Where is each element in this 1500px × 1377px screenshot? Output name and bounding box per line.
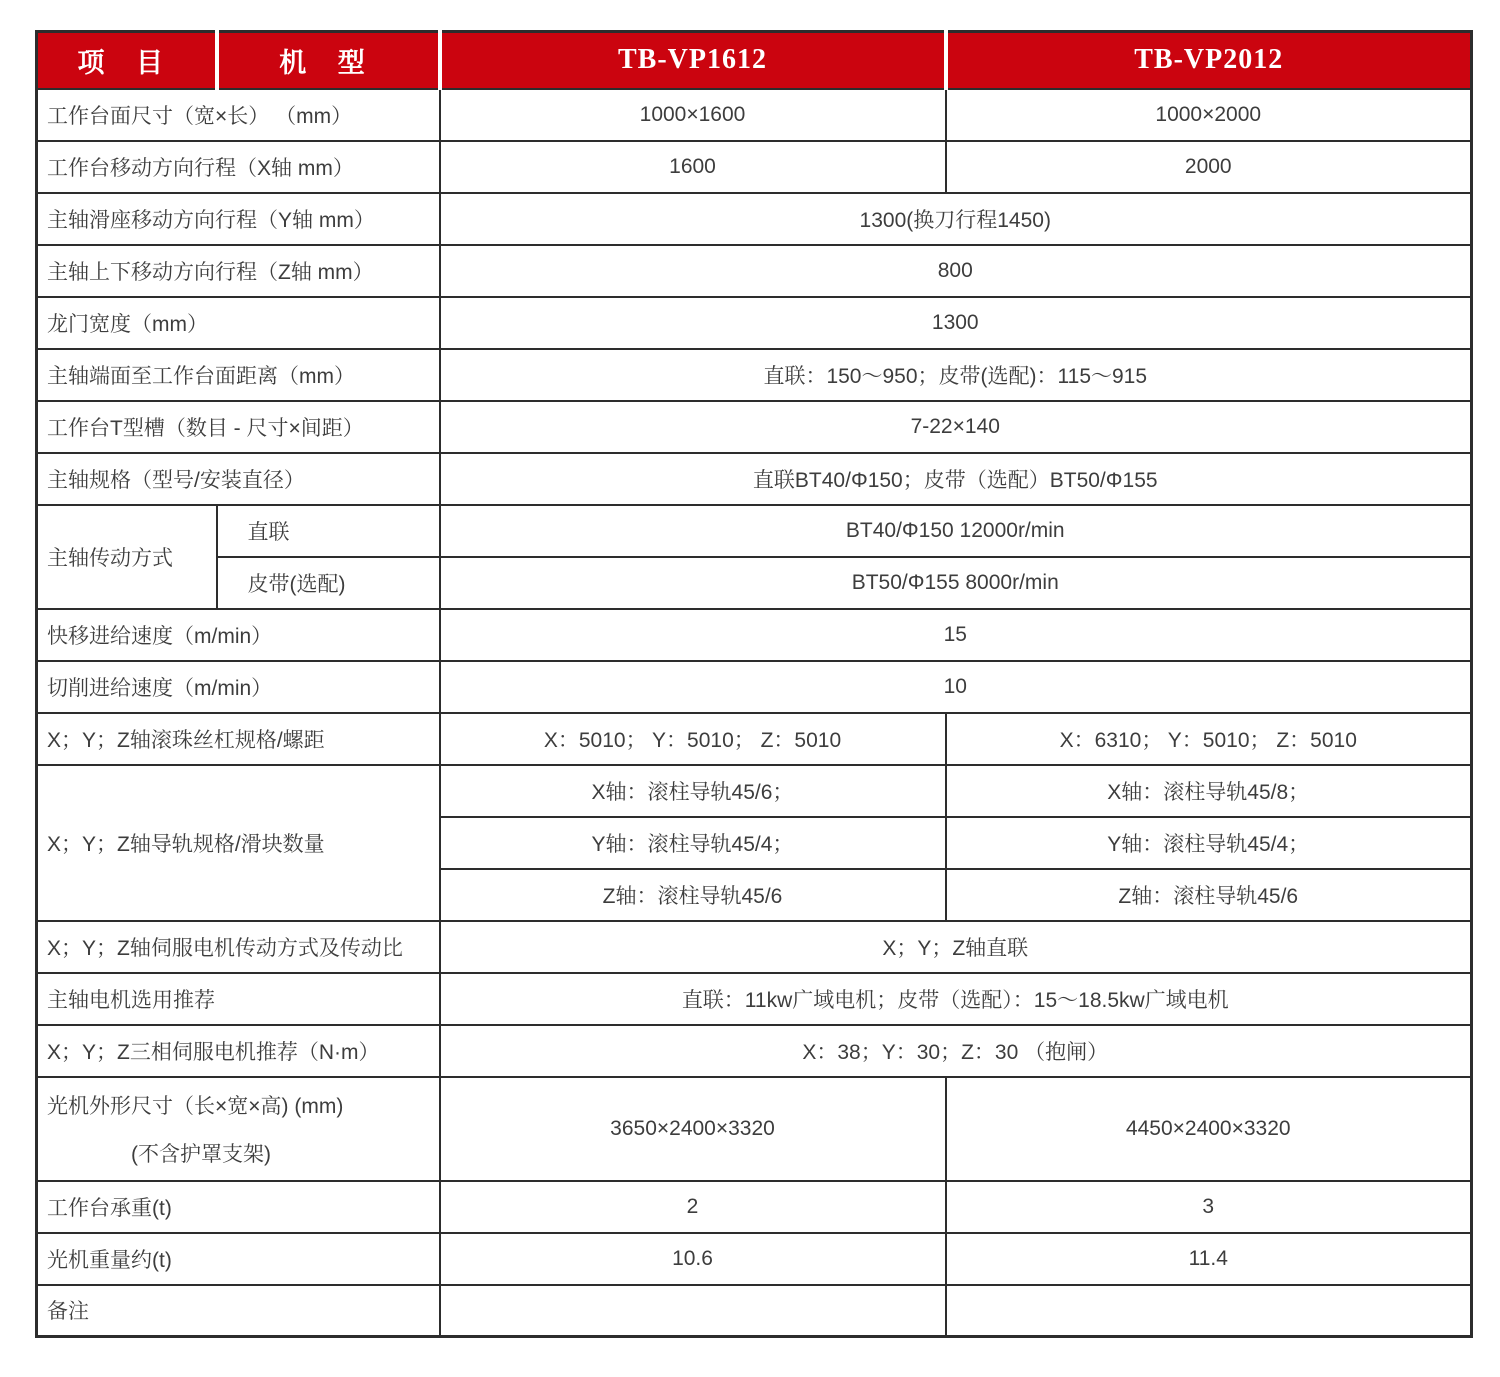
row-spindle-nose-to-table [37,349,1472,401]
row-machine-dims [37,1077,1472,1181]
spindle-drive-label: 主轴传动方式 [37,505,217,609]
row-guideway-x [37,765,1472,817]
machine-dims-label-line1: 光机外形尺寸（长×宽×高) (mm) [47,1094,344,1118]
row-worktable-size [37,89,1472,141]
spindle-spec-value: 直联BT40/Φ150；皮带（选配）BT50/Φ155 [440,453,1472,505]
y-travel-value: 1300(换刀行程1450) [440,193,1472,245]
row-table-load [37,1181,1472,1233]
y-travel-label: 主轴滑座移动方向行程（Y轴 mm） [37,193,440,245]
rapid-feed-label: 快移进给速度（m/min） [37,609,440,661]
row-servo-motor [37,1025,1472,1077]
worktable-size-vp2012: 1000×2000 [946,89,1472,141]
servo-transmission-label: X；Y；Z轴伺服电机传动方式及传动比 [37,921,440,973]
worktable-size-vp1612: 1000×1600 [440,89,946,141]
x-travel-vp1612: 1600 [440,141,946,193]
row-spindle-drive-direct [37,505,1472,557]
machine-dims-label [37,1077,440,1181]
guideway-x-vp1612: X轴：滚柱导轨45/6； [440,765,946,817]
spindle-spec-label: 主轴规格（型号/安装直径） [37,453,440,505]
gantry-width-value: 1300 [440,297,1472,349]
ballscrew-vp1612: X：5010； Y：5010； Z：5010 [440,713,946,765]
machine-weight-label: 光机重量约(t) [37,1233,440,1285]
x-travel-vp2012: 2000 [946,141,1472,193]
remarks-vp2012 [946,1285,1472,1337]
header-model2: TB-VP2012 [946,32,1472,89]
row-t-slot [37,401,1472,453]
spindle-drive-belt-value: BT50/Φ155 8000r/min [440,557,1472,609]
table-header-row [37,32,1472,89]
spindle-nose-to-table-value: 直联：150～950；皮带(选配)：115～915 [440,349,1472,401]
machine-dims-label-line2: (不含护罩支架) [131,1142,271,1166]
z-travel-value: 800 [440,245,1472,297]
z-travel-label: 主轴上下移动方向行程（Z轴 mm） [37,245,440,297]
row-x-travel [37,141,1472,193]
machine-dims-vp1612: 3650×2400×3320 [440,1077,946,1181]
guideway-z-vp1612: Z轴：滚柱导轨45/6 [440,869,946,921]
x-travel-label: 工作台移动方向行程（X轴 mm） [37,141,440,193]
remarks-vp1612 [440,1285,946,1337]
machine-weight-vp2012: 11.4 [946,1233,1472,1285]
row-servo-transmission [37,921,1472,973]
row-spindle-drive-belt [37,557,1472,609]
row-gantry-width [37,297,1472,349]
spindle-nose-to-table-label: 主轴端面至工作台面距离（mm） [37,349,440,401]
t-slot-value: 7-22×140 [440,401,1472,453]
servo-motor-label: X；Y；Z三相伺服电机推荐（N·m） [37,1025,440,1077]
machine-spec-table [35,30,1473,1338]
spindle-drive-direct-label: 直联 [217,505,440,557]
table-load-vp2012: 3 [946,1181,1472,1233]
guideway-y-vp2012: Y轴：滚柱导轨45/4； [946,817,1472,869]
row-y-travel [37,193,1472,245]
header-item-label: 项 目 [37,32,217,89]
table-load-label: 工作台承重(t) [37,1181,440,1233]
row-ballscrew [37,713,1472,765]
cutting-feed-label: 切削进给速度（m/min） [37,661,440,713]
guideway-x-vp2012: X轴：滚柱导轨45/8； [946,765,1472,817]
spindle-drive-belt-label: 皮带(选配) [217,557,440,609]
guideway-y-vp1612: Y轴：滚柱导轨45/4； [440,817,946,869]
ballscrew-vp2012: X：6310； Y：5010； Z：5010 [946,713,1472,765]
gantry-width-label: 龙门宽度（mm） [37,297,440,349]
machine-dims-vp2012: 4450×2400×3320 [946,1077,1472,1181]
guideway-label: X；Y；Z轴导轨规格/滑块数量 [37,765,440,921]
header-model1: TB-VP1612 [440,32,946,89]
servo-transmission-value: X；Y；Z轴直联 [440,921,1472,973]
row-z-travel [37,245,1472,297]
table-load-vp1612: 2 [440,1181,946,1233]
t-slot-label: 工作台T型槽（数目 - 尺寸×间距） [37,401,440,453]
row-spindle-spec [37,453,1472,505]
row-remarks [37,1285,1472,1337]
row-cutting-feed [37,661,1472,713]
row-rapid-feed [37,609,1472,661]
remarks-label: 备注 [37,1285,440,1337]
rapid-feed-value: 15 [440,609,1472,661]
worktable-size-label: 工作台面尺寸（宽×长） （mm） [37,89,440,141]
spindle-motor-value: 直联：11kw广域电机；皮带（选配）：15～18.5kw广域电机 [440,973,1472,1025]
ballscrew-label: X；Y；Z轴滚珠丝杠规格/螺距 [37,713,440,765]
cutting-feed-value: 10 [440,661,1472,713]
header-model-label: 机 型 [217,32,440,89]
row-spindle-motor [37,973,1472,1025]
guideway-z-vp2012: Z轴：滚柱导轨45/6 [946,869,1472,921]
spindle-drive-direct-value: BT40/Φ150 12000r/min [440,505,1472,557]
spindle-motor-label: 主轴电机选用推荐 [37,973,440,1025]
row-machine-weight [37,1233,1472,1285]
servo-motor-value: X：38；Y：30；Z：30 （抱闸） [440,1025,1472,1077]
machine-weight-vp1612: 10.6 [440,1233,946,1285]
